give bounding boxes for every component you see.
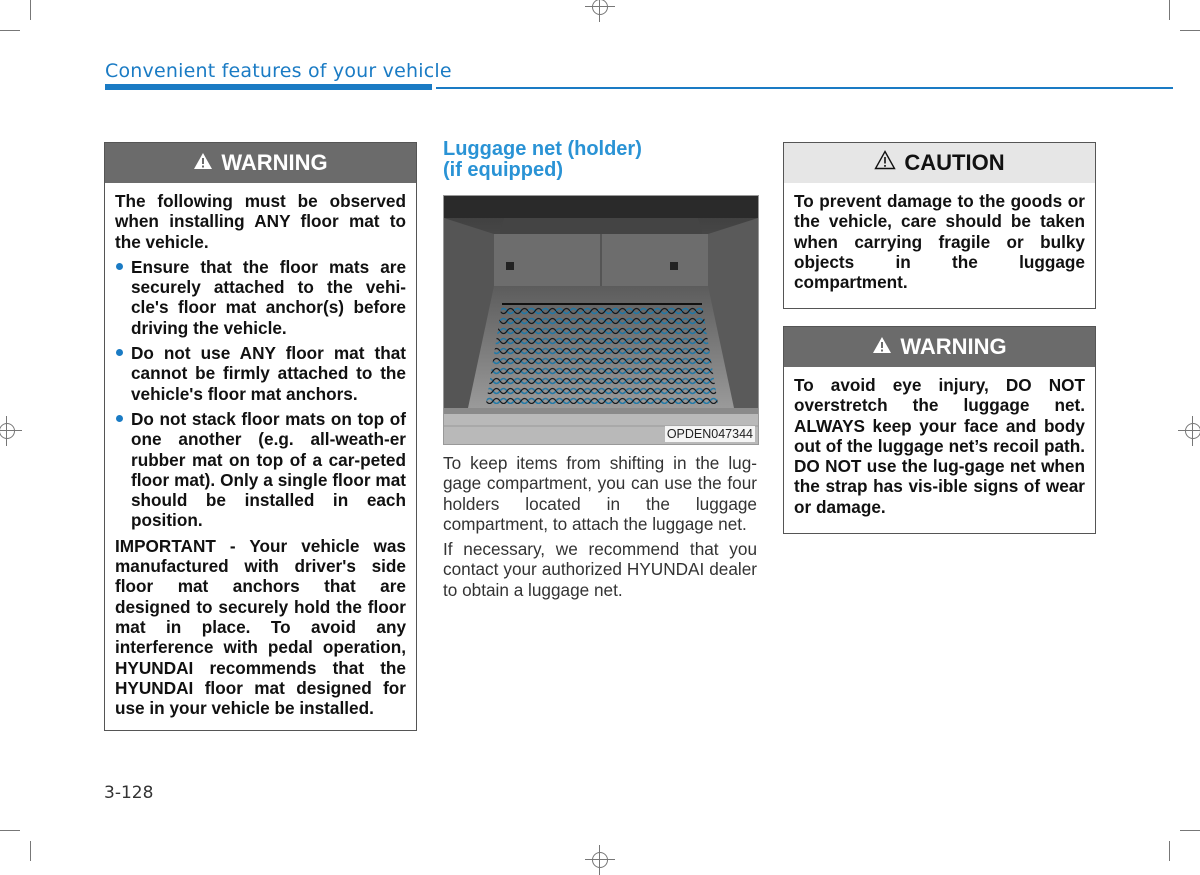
luggage-net-photo	[443, 195, 759, 445]
warning-text: To avoid eye injury, DO NOT overstretch the luggage net. ALWAYS keep your face and body out of the luggage net’s recoil path. DO NOT use the lug-gage net when the strap has vis-ible signs of wear or damage.	[794, 375, 1085, 517]
crop-mark	[0, 30, 20, 31]
caution-box	[783, 142, 1096, 309]
section-title-line: Luggage net (holder)	[443, 138, 642, 160]
header-rule-thin	[436, 87, 1173, 89]
bullet-text: Do not stack floor mats on top of one another (e.g. all-weath-er rubber mat on top of a car-peted floor mat). Only a single floor mat should be installed in each position.	[131, 408, 406, 531]
warning-bullet-list	[115, 257, 406, 531]
registration-mark-bottom	[585, 845, 615, 875]
section-title	[443, 139, 642, 181]
crop-mark	[1180, 830, 1200, 831]
luggage-net-warning-box	[783, 326, 1096, 534]
warning-body	[784, 367, 1095, 532]
floor-mat-warning-box	[104, 142, 417, 731]
bullet-text: Ensure that the floor mats are securely attached to the vehi-cle's floor mat anchor(s) before driving the vehicle.	[131, 256, 406, 338]
registration-mark-left	[0, 416, 22, 446]
bullet-dot	[116, 349, 123, 356]
crop-mark	[1180, 30, 1200, 31]
header-rule-thick	[105, 84, 432, 90]
crop-mark	[0, 830, 20, 831]
warning-triangle-icon	[872, 334, 892, 360]
caution-triangle-icon	[874, 150, 896, 176]
crop-mark	[1169, 0, 1170, 20]
body-paragraph: If necessary, we recommend that you contact your authorized HYUNDAI dealer to obtain a luggage net.	[443, 539, 757, 600]
registration-mark-top	[585, 0, 615, 22]
warning-header	[105, 143, 416, 183]
registration-mark-right	[1178, 416, 1200, 446]
crop-mark	[30, 841, 31, 861]
warning-body	[105, 183, 416, 733]
important-note: IMPORTANT - Your vehicle was manufactured with driver's side floor mat anchors that are designed to securely hold the floor mat in place. To avoid any interference with pedal operation, HYUNDAI recommends that the HYUNDAI floor mat designed for use in your vehicle be installed.	[115, 535, 406, 719]
body-paragraph: To keep items from shifting in the lug-gage compartment, you can use the four holders located in the luggage compartment, to attach the luggage net.	[443, 453, 757, 534]
warning-intro: The following must be observed when installing ANY floor mat to the vehicle.	[115, 191, 406, 252]
section-header-title: Convenient features of your vehicle	[105, 60, 452, 82]
caution-text: To prevent damage to the goods or the vehicle, care should be taken when carrying fragile or bulky objects in the luggage compartment.	[794, 191, 1085, 293]
page-number: 3-128	[104, 783, 154, 803]
crop-mark	[30, 0, 31, 20]
section-body	[443, 453, 757, 605]
list-item	[115, 343, 406, 404]
list-item	[115, 409, 406, 531]
caution-heading: CAUTION	[904, 150, 1005, 175]
caution-body	[784, 183, 1095, 307]
warning-triangle-icon	[193, 150, 213, 176]
section-title-line: (if equipped)	[443, 159, 563, 181]
luggage-compartment-illustration	[444, 196, 758, 444]
warning-heading: WARNING	[900, 334, 1007, 359]
crop-mark	[1169, 841, 1170, 861]
bullet-dot	[116, 415, 123, 422]
warning-heading: WARNING	[221, 150, 328, 175]
warning-header	[784, 327, 1095, 367]
caution-header	[784, 143, 1095, 183]
bullet-dot	[116, 263, 123, 270]
image-code: OPDEN047344	[666, 427, 753, 441]
bullet-text: Do not use ANY floor mat that cannot be firmly attached to the vehicle's floor mat anchors.	[131, 343, 406, 404]
list-item	[115, 257, 406, 338]
